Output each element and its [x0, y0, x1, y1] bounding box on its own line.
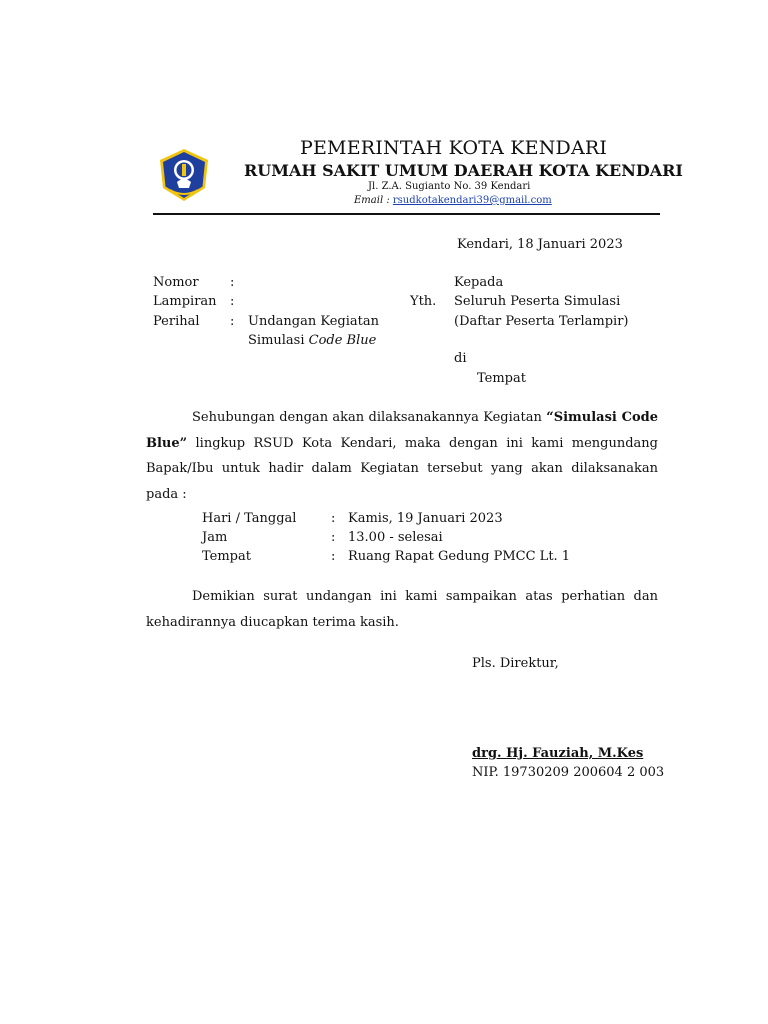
recipient-kepada: Kepada	[454, 275, 504, 290]
perihal-line2	[248, 333, 376, 348]
recipient-line1: Seluruh Peserta Simulasi	[454, 294, 621, 309]
perihal-line1: Undangan Kegiatan	[248, 314, 379, 329]
lampiran-label: Lampiran	[153, 294, 217, 309]
email-link[interactable]: rsudkotakendari39@gmail.com	[392, 195, 552, 206]
detail-sep-date: :	[331, 511, 336, 526]
p1-text-b: lingkup RSUD Kota Kendari, maka dengan ini kami mengundang Bapak/Ibu untuk hadir dalam Kegiatan tersebut yang akan dilaksanakan pada :	[146, 435, 658, 502]
rsud-logo-emblem-icon	[158, 148, 210, 202]
detail-label-time: Jam	[202, 530, 228, 545]
letterhead-hospital: RUMAH SAKIT UMUM DAERAH KOTA KENDARI	[244, 161, 683, 180]
recipient-tempat: Tempat	[477, 371, 526, 386]
detail-label-date: Hari / Tanggal	[202, 511, 297, 526]
perihal-line2-italic: Code Blue	[308, 333, 377, 348]
perihal-line2-prefix: Simulasi	[248, 333, 309, 348]
detail-sep-place: :	[331, 549, 336, 564]
p1-text-a: Sehubungan dengan akan dilaksanakannya Kegiatan	[192, 410, 547, 425]
detail-value-date: Kamis, 19 Januari 2023	[348, 511, 503, 526]
email-label: Email :	[354, 195, 390, 206]
letterhead-government: PEMERINTAH KOTA KENDARI	[300, 137, 608, 159]
perihal-label: Perihal	[153, 314, 200, 329]
letter-date: Kendari, 18 Januari 2023	[457, 237, 623, 252]
letterhead-email	[354, 195, 552, 206]
recipient-di: di	[454, 351, 467, 366]
signature-nip: NIP. 19730209 200604 2 003	[472, 765, 665, 780]
p1-event-name: “Simulasi Code Blue”	[146, 410, 658, 451]
letterhead-address: Jl. Z.A. Sugianto No. 39 Kendari	[368, 181, 531, 192]
recipient-line2: (Daftar Peserta Terlampir)	[454, 314, 629, 329]
nomor-colon: :	[230, 275, 235, 290]
perihal-colon: :	[230, 314, 235, 329]
detail-value-time: 13.00 - selesai	[348, 530, 443, 545]
body-paragraph-1	[146, 405, 658, 507]
signature-name: drg. Hj. Fauziah, M.Kes	[472, 746, 644, 761]
letterhead-divider	[153, 213, 660, 215]
detail-value-place: Ruang Rapat Gedung PMCC Lt. 1	[348, 549, 571, 564]
body-paragraph-2: Demikian surat undangan ini kami sampaikan atas perhatian dan kehadirannya diucapkan terima kasih.	[146, 589, 658, 630]
signature-title: Pls. Direktur,	[472, 656, 559, 671]
recipient-yth: Yth.	[410, 294, 437, 309]
detail-sep-time: :	[331, 530, 336, 545]
nomor-label: Nomor	[153, 275, 199, 290]
detail-label-place: Tempat	[202, 549, 251, 564]
lampiran-colon: :	[230, 294, 235, 309]
